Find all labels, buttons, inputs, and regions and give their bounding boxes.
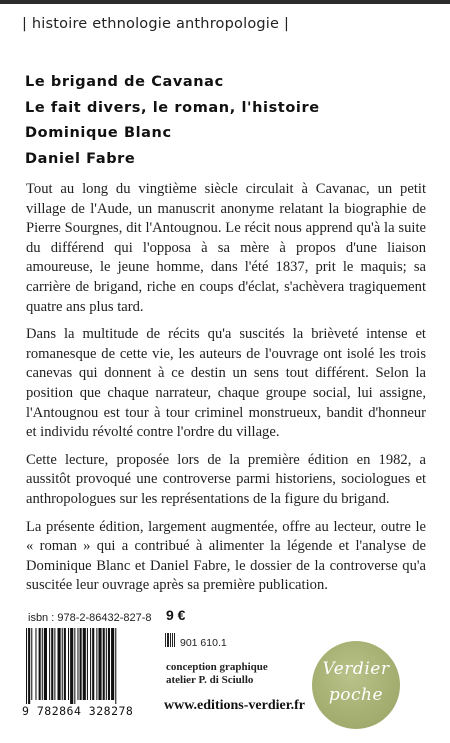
title-block bbox=[25, 70, 320, 172]
blurb-paragraph-2: Dans la multitude de récits qu'a suscités la brièveté intense et romanesque de cette vie, les auteurs de l'ouvrage ont isolé les trois canevas qui donnent à ce destin un sens tout différent. Selon la position que chaque narrateur, chaque groupe social, lui assigne, l'Antougnou est tour à tour criminel monstrueux, bandit d'honneur et individu révolté contre l'ordre du village. bbox=[26, 326, 426, 441]
barcode-bar bbox=[58, 628, 61, 700]
isbn-text: isbn : 978-2-86432-827-8 bbox=[28, 612, 152, 624]
credits-line-2: atelier P. di Sciullo bbox=[166, 674, 254, 686]
author-1: Dominique Blanc bbox=[25, 125, 172, 141]
barcode-digits: 9 782864 328278 bbox=[22, 704, 134, 718]
barcode-bar bbox=[62, 628, 63, 700]
small-barcode-icon bbox=[165, 633, 175, 647]
book-subtitle: Le fait divers, le roman, l'histoire bbox=[25, 99, 320, 116]
author-2: Daniel Fabre bbox=[25, 150, 136, 167]
barcode-bar bbox=[83, 628, 86, 700]
blurb bbox=[26, 180, 426, 604]
barcode-bar bbox=[42, 628, 43, 700]
logo-text-verdier: Verdier bbox=[322, 659, 390, 679]
top-edge-strip bbox=[0, 0, 450, 4]
barcode-bar bbox=[87, 628, 88, 700]
blurb-paragraph-4: La présente édition, largement augmentée, offre au lecteur, outre le « roman » qui a contribué à alimenter la légende et l'analyse de Dominique Blanc et Daniel Fabre, le dossier de la controverse qu'a suscitée leur ouvrage après sa première publication. bbox=[26, 518, 426, 594]
barcode-bar bbox=[115, 628, 116, 704]
price: 9 € bbox=[166, 607, 186, 623]
publisher-website: www.editions-verdier.fr bbox=[164, 698, 306, 713]
barcode-bar bbox=[39, 628, 41, 700]
barcode-bar bbox=[31, 628, 32, 700]
barcode-bar bbox=[92, 628, 94, 700]
barcode-bar bbox=[77, 628, 78, 700]
barcode-bar bbox=[44, 628, 47, 700]
barcode-bar bbox=[35, 628, 36, 700]
barcode-bar bbox=[96, 628, 97, 700]
barcode-bar bbox=[28, 628, 30, 704]
barcode-bar bbox=[90, 628, 91, 700]
product-code: 901 610.1 bbox=[180, 637, 227, 649]
barcode-bar bbox=[106, 628, 107, 700]
design-credits bbox=[166, 661, 268, 687]
book-title: Le brigand de Cavanac bbox=[25, 74, 224, 90]
barcode-bar bbox=[98, 628, 101, 700]
barcode-bar bbox=[80, 628, 82, 700]
barcode-bar bbox=[103, 628, 105, 700]
barcode-bar bbox=[51, 628, 53, 700]
blurb-paragraph-3: Cette lecture, proposée lors de la première édition en 1982, a aussitôt provoqué une controverse parmi historiens, sociologues et anthropologues sur les représentations de la figure du brigand. bbox=[26, 451, 426, 507]
barcode-bar bbox=[70, 628, 73, 704]
verdier-poche-logo bbox=[312, 641, 400, 729]
collection-label: | histoire ethnologie anthropologie | bbox=[22, 16, 290, 32]
barcode-bar bbox=[64, 628, 66, 700]
credits-line-1: conception graphique bbox=[166, 661, 268, 673]
barcode bbox=[22, 628, 150, 704]
blurb-paragraph-1: Tout au long du vingtième siècle circulait à Cavanac, un petit village de l'Aude, un manuscrit anonyme relatant la biographie de Pierre Sourgnes, dit l'Antougnou. Le récit nous apprend qu'à la suite du différend qui l'opposa à sa mère à propos d'une liaison amoureuse, le jeune homme, dans l'été 1837, prit le maquis; sa carrière de brigand, riche en coups d'éclat, s'achèvera tragiquement quatre ans plus tard. bbox=[26, 181, 426, 315]
barcode-bar bbox=[108, 628, 110, 700]
barcode-bar bbox=[74, 628, 75, 704]
barcode-bar bbox=[111, 628, 114, 700]
barcode-bar bbox=[49, 628, 50, 700]
barcode-bar bbox=[54, 628, 55, 700]
logo-text-poche: poche bbox=[328, 685, 384, 705]
barcode-bar bbox=[26, 628, 27, 704]
barcode-bar bbox=[68, 628, 69, 700]
